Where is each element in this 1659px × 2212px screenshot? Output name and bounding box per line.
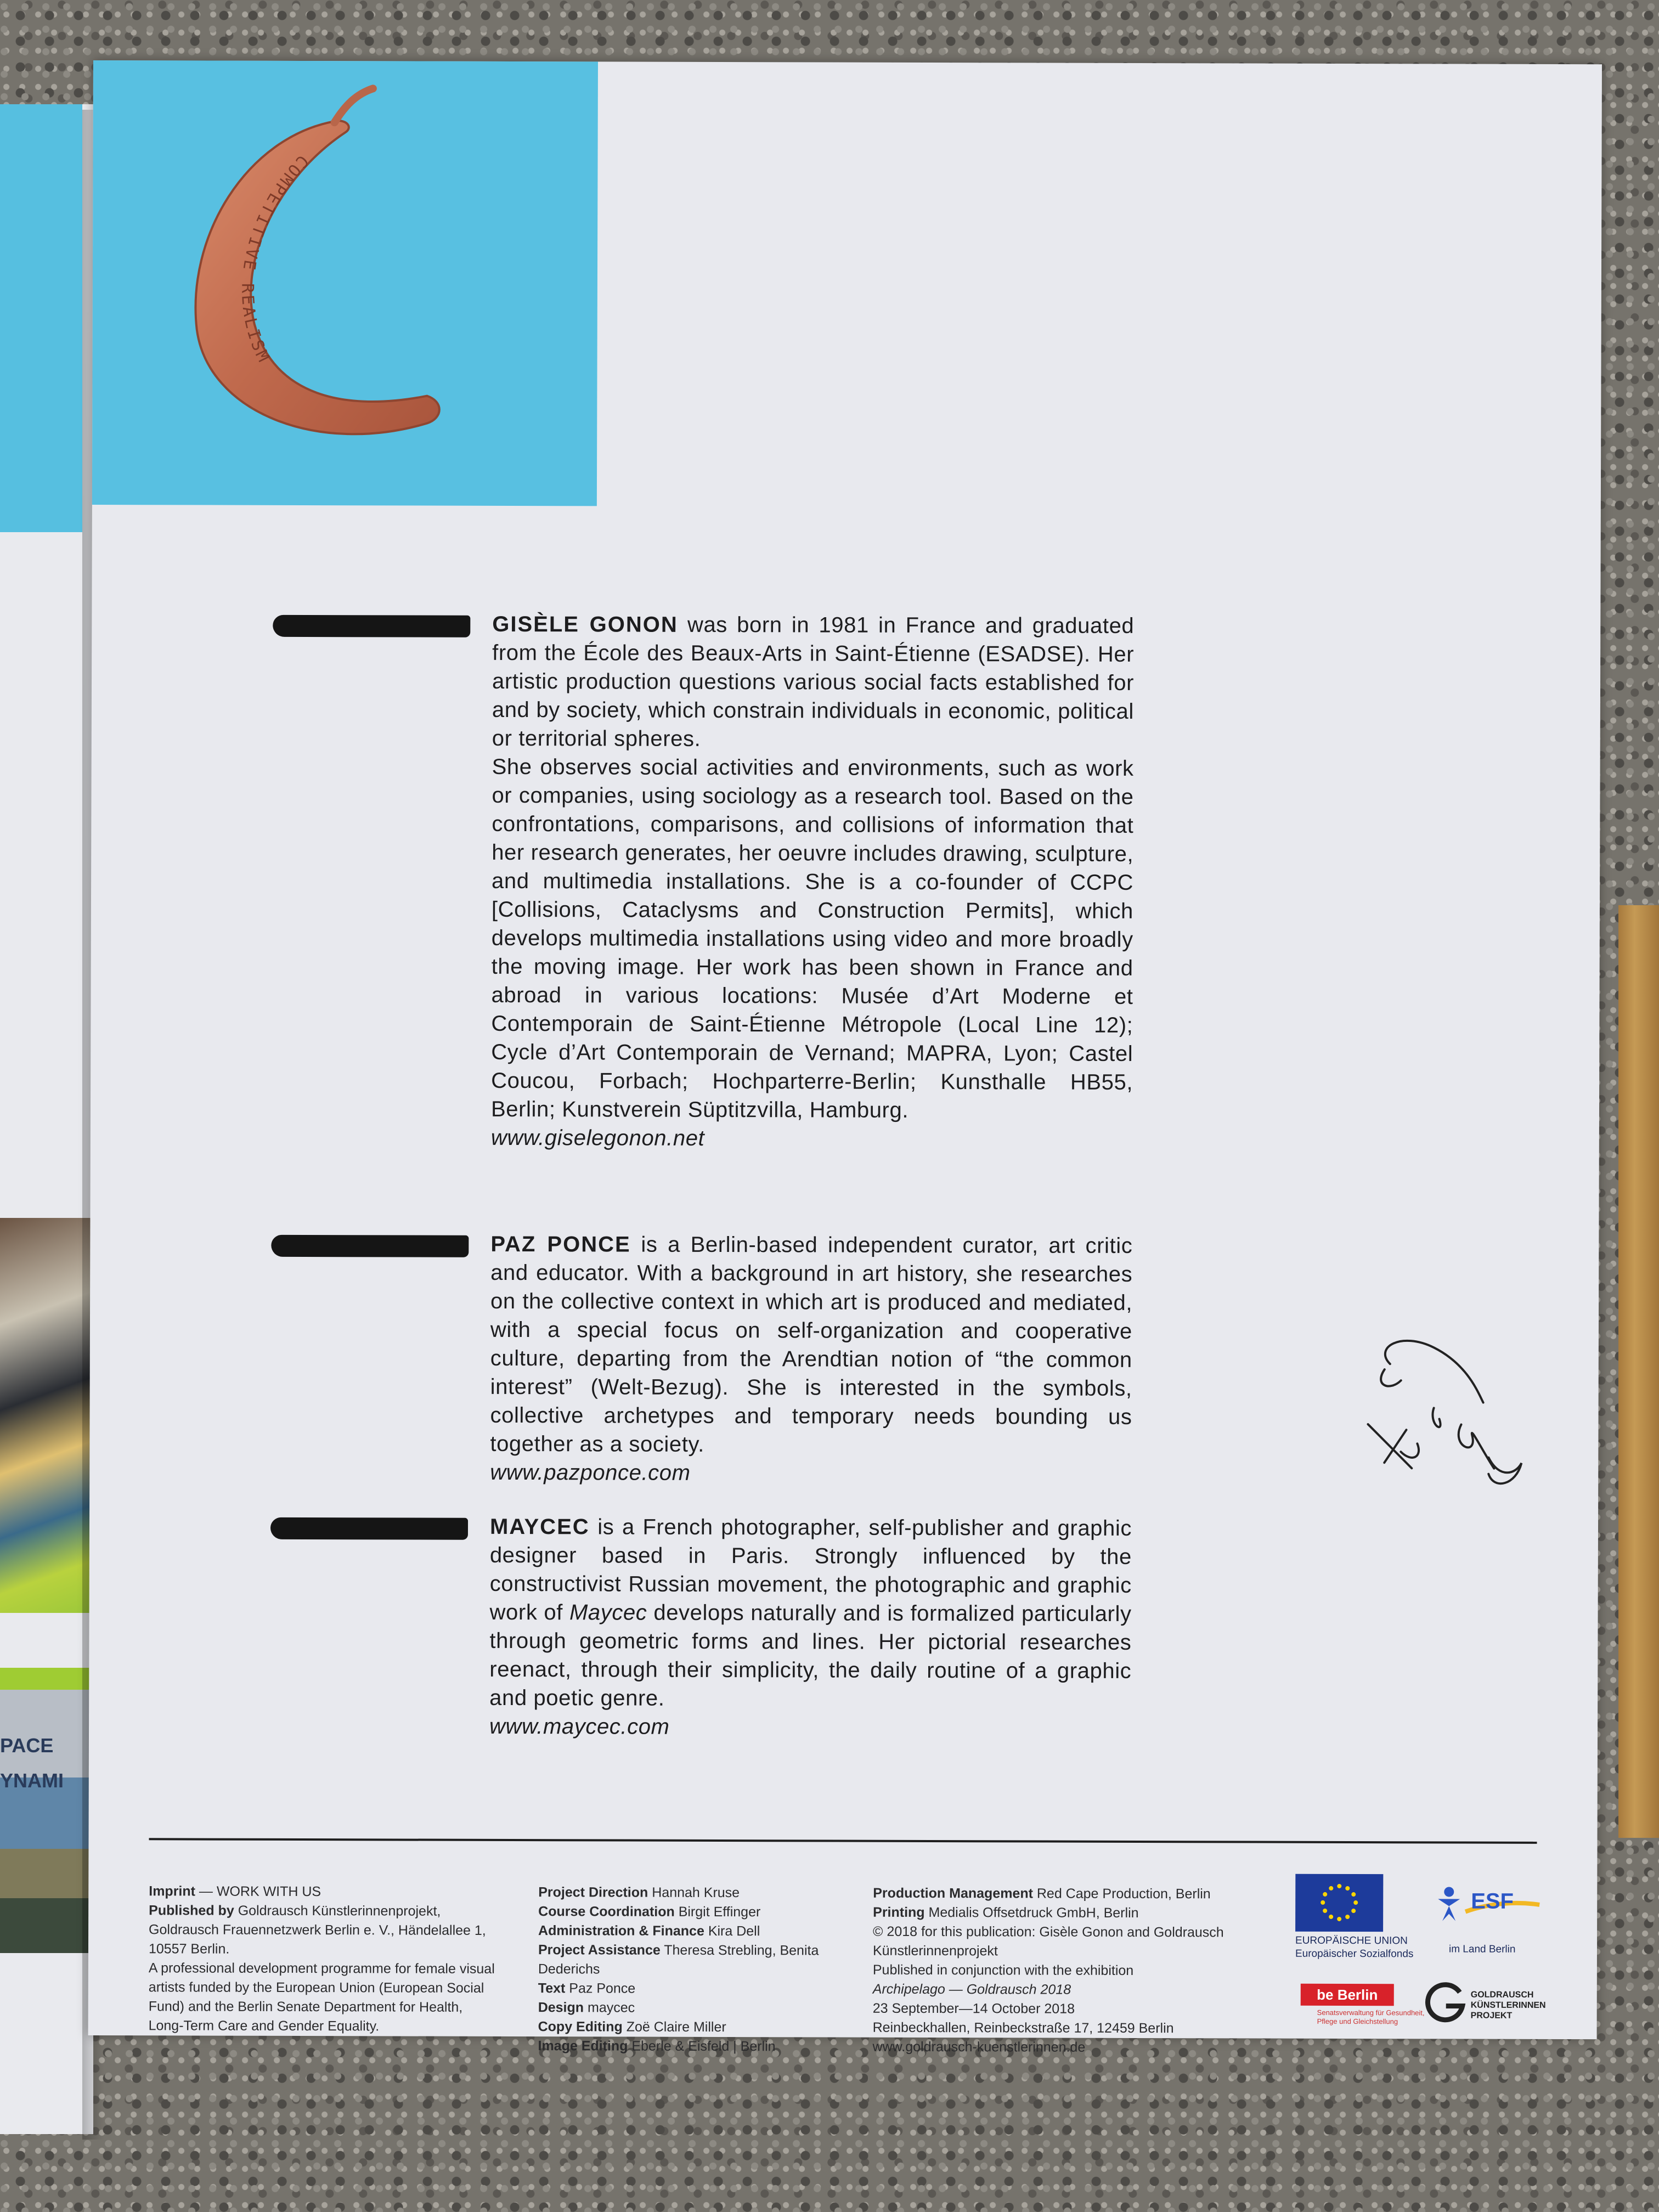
credit-value: Zoë Claire Miller (622, 2019, 726, 2035)
bio-paragraph-2: She observes social activities and environments, such as work or companies, using sociology as a research tool. Based on the confrontations, comparisons, and collisions of information that her research generates, her oeuvre includes drawing, sculpture, and multimedia installations. She is a co-founder of CCPC [Collisions, Cataclysms and Construction Permits], which develops multimedia installations using video and more broadly the moving image. Her work has been shown in France and abroad in various locations: Musée d’Art Moderne et Contemporain de Saint-Étienne Métropole (Local Line 12); Cycle d’Art Contemporain de Vernand; MAPRA, Lyon; Castel Coucou, Forbach; Hochparterre-Berlin; Kunsthalle HB55, Berlin; Kunstverein Süptitzvilla, Hamburg. (490, 754, 1134, 1122)
imprint-label: Imprint (149, 1883, 196, 1899)
left-page-lettering-line-2: YNAMI (0, 1769, 64, 1792)
banana-inscription: COMPETITIVE REALISM (238, 151, 312, 367)
credit-line (538, 1940, 856, 1980)
credit-value: Hannah Kruse (648, 1884, 740, 1901)
footer-divider (149, 1838, 1537, 1844)
imprint-title: — WORK WITH US (195, 1883, 321, 1900)
left-page (0, 104, 93, 2134)
production-line (873, 1884, 1301, 1904)
bio-website-link[interactable]: www.maycec.com (489, 1714, 670, 1739)
credit-line (538, 1902, 856, 1922)
bio-name: MAYCEC (489, 1514, 590, 1539)
publisher (149, 1901, 500, 1960)
credit-line (538, 2036, 856, 2057)
bio-paragraph (490, 1230, 1132, 1460)
bio-text: is a Berlin-based independent curator, art critic and educator. With a background in art history, she researches on the collective context in which art is produced and mediated, with a special focus on self-organization and cooperative culture, departing from the Arendtian notion of “the common interest” (Welt-Bezug). She is interested in the symbols, collective archetypes and temporary needs bounding us together as a society. (490, 1232, 1133, 1457)
redaction-bar (273, 615, 470, 637)
credit-label: Course Coordination (538, 1904, 675, 1920)
production-label: Production Management (873, 1885, 1033, 1901)
left-page-blue-block (0, 104, 82, 532)
redaction-bar (270, 1517, 468, 1540)
handwritten-signature (1351, 1325, 1533, 1502)
credit-line (538, 1883, 856, 1903)
eu-flag-logo (1295, 1874, 1383, 1932)
bio-text: was born in 1981 in France and graduated from the École des Beaux-Arts in Saint-Étienne (ESADSE). Her artistic production questions various social facts established for and by society, which constrain individuals in economic, political or territorial spheres. (492, 612, 1135, 751)
left-page-photo-top (0, 1218, 91, 1613)
printing-line (873, 1903, 1301, 1923)
programme-description: A professional development programme for female visual artists funded by the European Union (European Social Fund) and the Berlin Senate Department for Health, Long-Term Care and Gender Equality. (148, 1960, 495, 2034)
bio-name: PAZ PONCE (490, 1232, 631, 1257)
credit-value: Theresa Strebling, Benita Dederichs (538, 1942, 819, 1977)
bio-paz-ponce (490, 1230, 1132, 1488)
website-link[interactable]: www.goldrausch-kuenstlerinnen.de (872, 2039, 1086, 2055)
imprint-heading (149, 1882, 500, 1902)
bio-website-link[interactable]: www.giselegonon.net (490, 1125, 705, 1150)
bio-gisele-gonon (491, 610, 1135, 1154)
bio-text-after: develops naturally and is formalized particularly through geometric forms and lines. Her pictorial researches reenact, through their simplicity, the daily routine of a graphic and poetic genre. (489, 1600, 1132, 1711)
left-page-photo-bottom (0, 1668, 91, 1953)
printing-label: Printing (873, 1904, 925, 1920)
publisher-value: Goldrausch Künstlerinnenprojekt, Goldrausch Frauennetzwerk Berlin e. V., Händelallee 1, 10557 Berlin. (148, 1903, 486, 1957)
bio-text: is a French photographer, self-publisher and graphic designer based in Paris. Strongly influenced by the constructivist Russian movement, the photographic and graphic work of (489, 1515, 1132, 1625)
credit-value: Eberle & Eisfeld | Berlin (628, 2038, 776, 2055)
credit-label: Design (538, 2000, 584, 2016)
exhibition-venue: Reinbeckhallen, Reinbeckstraße 17, 12459 Berlin (872, 2019, 1174, 2036)
goldrausch-g-icon (1421, 1978, 1471, 2028)
esf-logo (1432, 1880, 1542, 1924)
footer-production-column (872, 1884, 1301, 2058)
exhibition-note: Published in conjunction with the exhibition (872, 1962, 1134, 1978)
credit-line (538, 1998, 856, 2018)
senate-caption: Senatsverwaltung für Gesundheit, Pflege und Gleichstellung (1317, 2008, 1425, 2026)
printing-value: Medialis Offsetdruck GmbH, Berlin (924, 1904, 1139, 1921)
left-page-photo-lettering (0, 1728, 88, 1798)
bio-maycec (489, 1513, 1132, 1742)
credit-line (538, 1979, 856, 1999)
bio-name: GISÈLE GONON (492, 612, 678, 637)
footer-credits-column (538, 1883, 856, 2057)
credit-label: Copy Editing (538, 2019, 623, 2035)
copyright-notice: © 2018 for this publication: Gisèle Gonon and Goldrausch Künstlerinnenprojekt (872, 1923, 1224, 1959)
bio-paragraph (489, 1513, 1132, 1714)
eu-caption (1295, 1934, 1443, 1961)
credit-label: Image Editing (538, 2038, 628, 2054)
clay-banana-sculpture (136, 71, 444, 467)
footer-imprint-column (149, 1882, 500, 2036)
credit-label: Text (538, 1980, 566, 1996)
bio-website-link[interactable]: www.pazponce.com (490, 1460, 691, 1485)
production-value: Red Cape Production, Berlin (1032, 1886, 1211, 1902)
credit-value: Kira Dell (704, 1923, 760, 1939)
be-berlin-logo: be Berlin (1301, 1984, 1394, 2006)
credit-value: Paz Ponce (565, 1980, 636, 1996)
credit-label: Project Direction (538, 1884, 648, 1900)
exhibition-title: Archipelago — Goldrausch 2018 (872, 1981, 1071, 1997)
eu-caption-line-2: Europäischer Sozialfonds (1295, 1948, 1414, 1960)
bio-paragraph (492, 610, 1135, 754)
credit-line (538, 2017, 856, 2038)
eu-caption-line-1: EUROPÄISCHE UNION (1295, 1934, 1408, 1947)
left-page-lettering-line-1: PACE (0, 1734, 54, 1757)
credit-line (538, 1921, 856, 1942)
goldrausch-caption: GOLDRAUSCH KÜNSTLERINNEN PROJEKT (1470, 1990, 1546, 2021)
wooden-plank (1618, 905, 1659, 1838)
credit-label: Administration & Finance (538, 1923, 704, 1939)
publisher-label: Published by (149, 1903, 234, 1918)
credit-value: Birgit Effinger (674, 1904, 761, 1920)
esf-caption: im Land Berlin (1448, 1943, 1516, 1955)
credit-value: maycec (584, 2000, 635, 2016)
magazine-page (88, 60, 1602, 2055)
hero-photo (92, 60, 598, 506)
eu-stars-icon (1295, 1874, 1383, 1932)
esf-logo-text: ESF (1471, 1889, 1514, 1914)
bio-text-italic: Maycec (569, 1600, 647, 1625)
exhibition-dates: 23 September—14 October 2018 (872, 2000, 1075, 2017)
credit-label: Project Assistance (538, 1942, 661, 1958)
redaction-bar (271, 1235, 469, 1257)
